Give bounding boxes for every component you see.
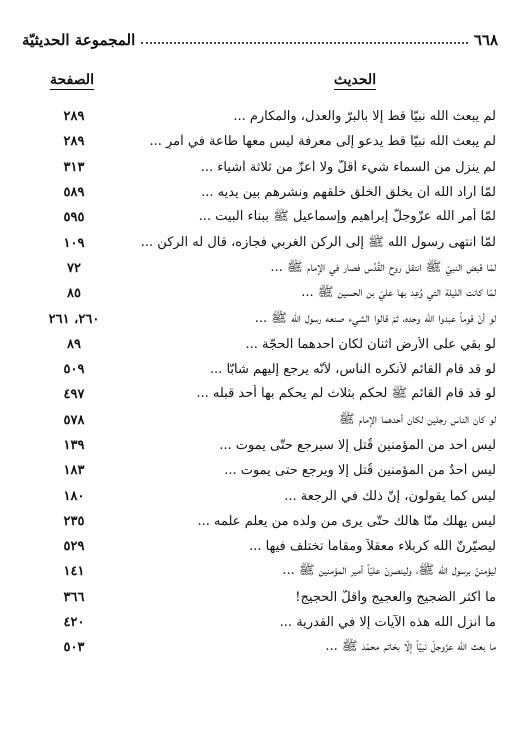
hadith-text: ما أكثر الضجيج والعجيج وأقلّ الحجيج!: [295, 589, 496, 605]
page-ref: ٣١٣: [63, 159, 85, 175]
page-ref: ٨٩: [67, 336, 81, 352]
page-ref: ٥٧٨: [63, 412, 85, 428]
page-ref: ٤٩٧: [63, 387, 85, 403]
list-item: [22, 205, 498, 230]
page-ref: ٧٢: [67, 260, 81, 276]
list-item: [22, 585, 498, 610]
page-ref: ٢٦٠، ٢٦١: [48, 311, 100, 327]
page-ref: ١٨٠: [63, 488, 85, 504]
hadith-text: لو قد قام القائم ﷺ لحكم بثلاث لم يحكم بها أحد قبله ...: [196, 386, 496, 402]
page-ref: ١٤١: [63, 564, 85, 580]
column-header-page: الصفحة: [50, 72, 94, 88]
page-ref: ٨٥: [67, 286, 81, 302]
list-item: [22, 357, 498, 382]
hadith-text: ليس أحدٌ من المؤمنين قُتل إلّا ويرجع حتى يموت ...: [224, 463, 496, 479]
list-item: [22, 281, 498, 306]
list-item: [22, 104, 498, 129]
hadith-text: ما بعث الله عزّوجلّ نبيّاً إلّا بخاتم محمّد ﷺ ...: [325, 639, 496, 655]
page-number: ٦٦٨: [473, 31, 498, 49]
page-ref: ٢٣٥: [63, 513, 85, 529]
page-ref: ٥٢٩: [63, 539, 85, 555]
page-ref: ٣٦٦: [63, 589, 85, 605]
hadith-text: ليس أحد من المؤمنين قُتل إلّا سيرجع حتّى يموت ...: [219, 438, 496, 453]
page-ref: ٥٩٥: [63, 210, 85, 226]
hadith-text: ما أنزل الله هذه الآيات إلّا في القدرية ...: [279, 615, 496, 631]
page-ref: ٥٠٣: [63, 640, 85, 656]
running-header: [22, 28, 498, 52]
hadith-index-list: [22, 104, 498, 661]
hadith-text: ليؤمننّ برسول الله ﷺ، ولينصرنّ عليّاً أمير المؤمنين ﷺ ...: [282, 563, 496, 579]
hadith-text: لم يبعث الله نبيّاً قط إلّا بالبرّ والعدل، والمكارم ...: [233, 109, 496, 125]
hadith-text: ليصيّرنّ الله كربلاء معقلاً ومقاماً تختلف فيها ...: [249, 539, 496, 555]
hadith-text: لو كان الناس رجلين لكان أحدهما الإمام ﷺ: [338, 411, 496, 427]
list-item: [22, 382, 498, 407]
list-item: [22, 129, 498, 154]
hadith-text: لمّا انتهى رسول الله ﷺ إلى الركن الغربي فجازه، قال له الركن ...: [140, 234, 496, 250]
list-item: [22, 610, 498, 635]
hadith-text: لو أنّ قوماً عبدوا الله وحده، ثمّ قالوا الشيء صنعه رسول الله ﷺ ...: [254, 310, 496, 326]
list-item: [22, 509, 498, 534]
column-headers: [22, 72, 498, 98]
list-item: [22, 306, 498, 331]
list-item: [22, 256, 498, 281]
list-item: [22, 433, 498, 458]
book-title: المجموعة الحديثيّة: [22, 31, 136, 49]
list-item: [22, 635, 498, 660]
page-ref: ٢٨٩: [63, 109, 85, 125]
list-item: [22, 180, 498, 205]
page-ref: ١٠٩: [63, 235, 85, 251]
hadith-text: لمّا قبض النبيّ ﷺ انتقل روح القُدُس فصار في الإمام ﷺ ...: [270, 259, 496, 275]
list-item: [22, 458, 498, 483]
list-item: [22, 559, 498, 584]
list-item: [22, 155, 498, 180]
hadith-text: لم ينزل من السماء شيء أقلّ ولا أعزّ من ثلاثة أشياء ...: [200, 159, 496, 175]
list-item: [22, 534, 498, 559]
hadith-text: لو قد قام القائم لأنكره الناس، لأنّه يرجع إليهم شابّاً ...: [209, 362, 496, 378]
hadith-text: لمّا أمر الله عزّوجلّ إبراهيم وإسماعيل ﷺ ببناء البيت ...: [198, 209, 496, 225]
list-item: [22, 483, 498, 508]
list-item: [22, 408, 498, 433]
hadith-text: لم يبعث الله نبيّاً قطّ يدعو إلى معرفة ليس معها طاعة في أمرٍ ...: [149, 134, 496, 150]
list-item: [22, 332, 498, 357]
list-item: [22, 230, 498, 255]
header-dotted-rule: [141, 42, 468, 44]
page-ref: ١٣٩: [63, 438, 85, 453]
column-header-hadith: الحديث: [333, 72, 377, 88]
hadith-text: ليس يهلك منّا هالك حتّى يرى من ولده من يعلم علمه ...: [197, 513, 496, 529]
page-ref: ٢٨٩: [63, 134, 85, 150]
page-ref: ٤٢٠: [63, 615, 85, 631]
page-ref: ٥٠٩: [63, 362, 85, 378]
page-ref: ٥٨٩: [63, 185, 85, 201]
hadith-text: لمّا أراد الله أن يخلق الخلق خلقهم ونشرهم بين يديه ...: [201, 185, 496, 201]
hadith-text: لمّا كانت الليلة التي وُعِد بها عليّ بن الحسين ﷺ ...: [301, 285, 496, 301]
page-ref: ١٨٣: [63, 463, 85, 479]
hadith-text: ليس كما يقولون، إنّ ذلك في الرجعة ...: [284, 488, 496, 504]
hadith-text: لو بقي على الأرض اثنان لكان أحدهما الحجّة ...: [245, 336, 496, 352]
